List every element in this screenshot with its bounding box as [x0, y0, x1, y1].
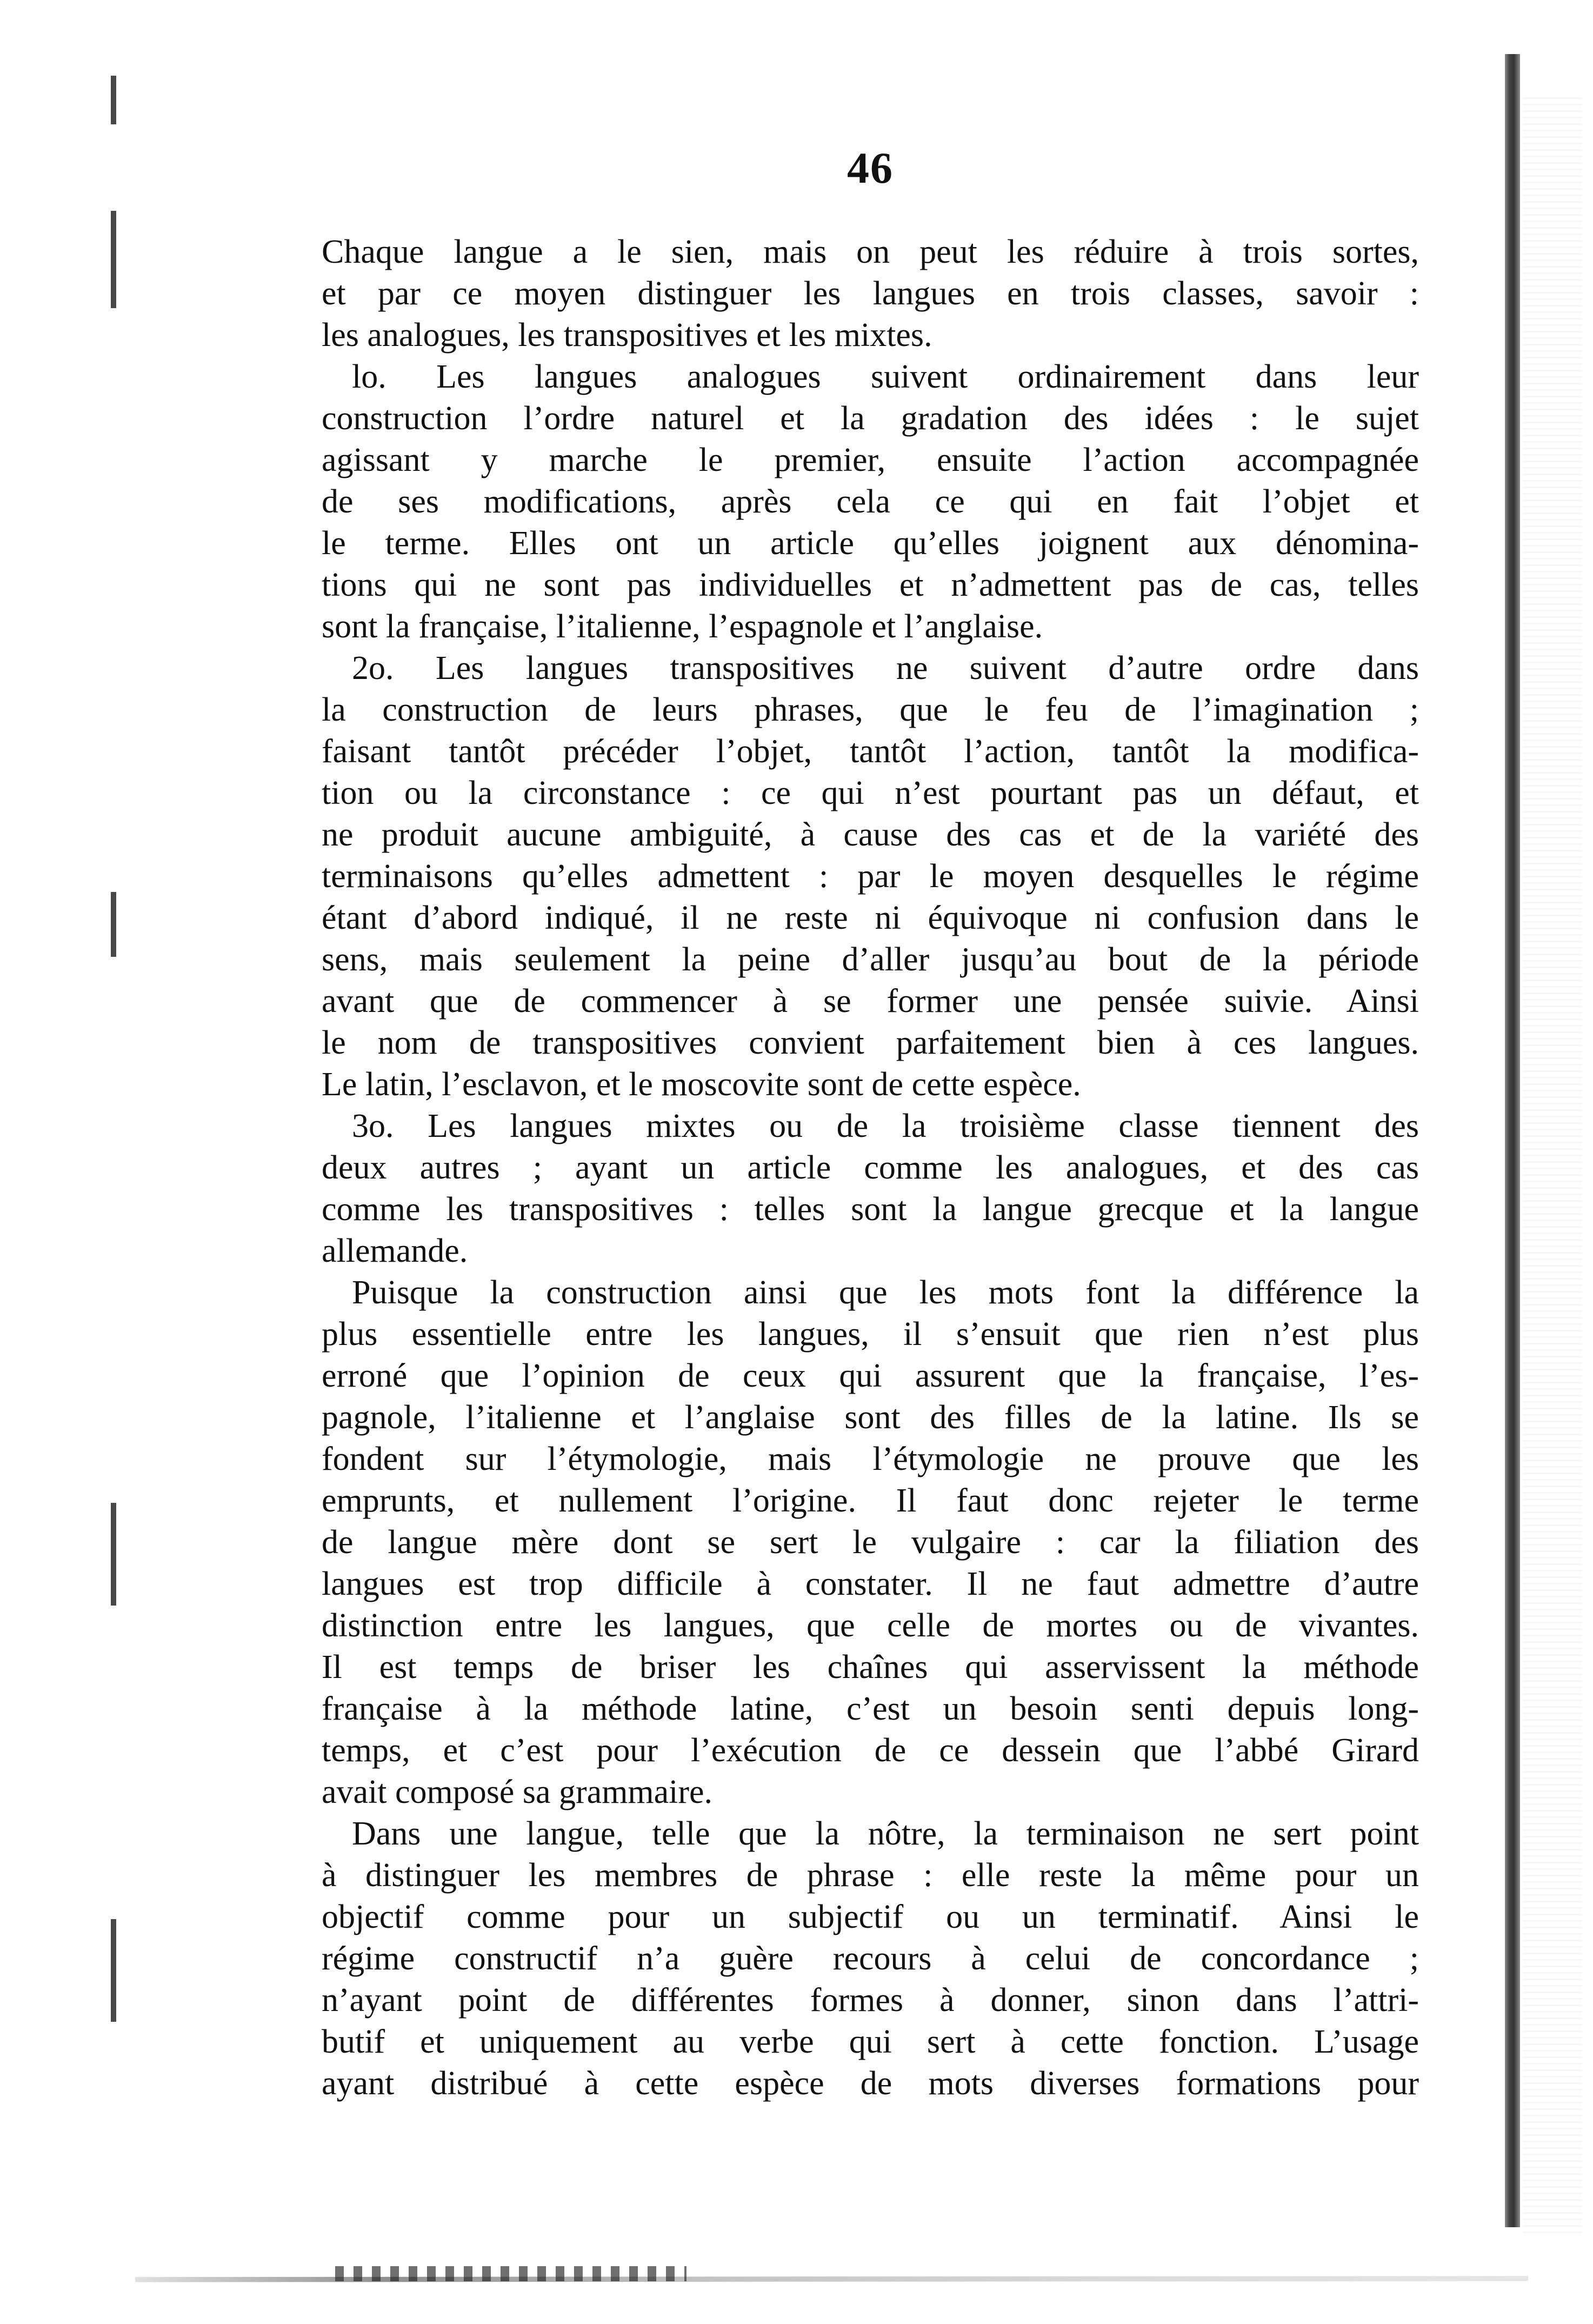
text-line: agissant y marche le premier, ensuite l’action accompagnée: [322, 442, 1419, 478]
text-line: butif et uniquement au verbe qui sert à cette fonction. L’usage: [322, 2023, 1419, 2060]
text-line: erroné que l’opinion de ceux qui assurent que la française, l’es-: [322, 1357, 1419, 1394]
text-line: le terme. Elles ont un article qu’elles joignent aux dénomina-: [322, 525, 1419, 562]
text-line: sont la française, l’italienne, l’espagnole et l’anglaise.: [322, 608, 1043, 645]
text-line-content: lo. Les langues analogues suivent ordinairement dans leur: [352, 358, 1419, 395]
text-line: Il est temps de briser les chaînes qui asservissent la méthode: [322, 1649, 1419, 1686]
text-line: ayant distribué à cette espèce de mots diverses formations pour: [322, 2065, 1419, 2102]
text-line: emprunts, et nullement l’origine. Il faut donc rejeter le terme: [322, 1482, 1419, 1519]
text-line: [322, 648, 1419, 689]
text-line-content: Dans une langue, telle que la nôtre, la terminaison ne sert point: [352, 1815, 1419, 1852]
text-line: [322, 1813, 1419, 1855]
text-line: Chaque langue a le sien, mais on peut les réduire à trois sortes,: [322, 234, 1419, 270]
text-line: faisant tantôt précéder l’objet, tantôt l’action, tantôt la modifica-: [322, 733, 1419, 770]
text-line: de ses modifications, après cela ce qui en fait l’objet et: [322, 483, 1419, 520]
text-line: le nom de transpositives convient parfaitement bien à ces langues.: [322, 1024, 1419, 1061]
left-margin-mark: [111, 1503, 116, 1606]
book-spine-edge: [1505, 54, 1520, 2227]
text-line: construction l’ordre naturel et la gradation des idées : le sujet: [322, 400, 1419, 437]
text-line: objectif comme pour un subjectif ou un terminatif. Ainsi le: [322, 1899, 1419, 1935]
text-line: terminaisons qu’elles admettent : par le moyen desquelles le régime: [322, 858, 1419, 895]
text-line: pagnole, l’italienne et l’anglaise sont des filles de la latine. Ils se: [322, 1399, 1419, 1436]
left-margin-mark: [111, 892, 116, 957]
left-margin-mark: [111, 211, 116, 308]
text-line-content: Puisque la construction ainsi que les mots font la différence la: [352, 1274, 1419, 1311]
text-line: allemande.: [322, 1233, 468, 1269]
text-line-content: 2o. Les langues transpositives ne suivent d’autre ordre dans: [352, 650, 1419, 687]
text-line: la construction de leurs phrases, que le feu de l’imagination ;: [322, 691, 1419, 728]
text-line: de langue mère dont se sert le vulgaire : car la filiation des: [322, 1524, 1419, 1561]
text-line: n’ayant point de différentes formes à donner, sinon dans l’attri-: [322, 1982, 1419, 2019]
text-line: deux autres ; ayant un article comme les analogues, et des cas: [322, 1149, 1419, 1186]
text-line: tion ou la circonstance : ce qui n’est pourtant pas un défaut, et: [322, 775, 1419, 811]
text-line: et par ce moyen distinguer les langues en trois classes, savoir :: [322, 275, 1419, 312]
text-line: française à la méthode latine, c’est un besoin senti depuis long-: [322, 1690, 1419, 1727]
text-line: temps, et c’est pour l’exécution de ce dessein que l’abbé Girard: [322, 1732, 1419, 1769]
text-line: fondent sur l’étymologie, mais l’étymologie ne prouve que les: [322, 1441, 1419, 1477]
text-line: plus essentielle entre les langues, il s’ensuit que rien n’est plus: [322, 1316, 1419, 1353]
text-line: avant que de commencer à se former une pensée suivie. Ainsi: [322, 983, 1419, 1020]
body-text: [322, 231, 1419, 2105]
text-line: distinction entre les langues, que celle de mortes ou de vivantes.: [322, 1607, 1419, 1644]
text-line: ne produit aucune ambiguité, à cause des cas et de la variété des: [322, 816, 1419, 853]
left-margin-mark: [111, 1919, 116, 2022]
text-line: les analogues, les transpositives et les mixtes.: [322, 317, 932, 354]
page-number: 46: [847, 143, 894, 192]
text-line: langues est trop difficile à constater. Il ne faut admettre d’autre: [322, 1566, 1419, 1602]
text-line: Le latin, l’esclavon, et le moscovite sont de cette espèce.: [322, 1066, 1081, 1103]
right-margin-texture: [1523, 97, 1582, 2238]
text-line-content: 3o. Les langues mixtes ou de la troisième classe tiennent des: [352, 1108, 1419, 1144]
text-line: [322, 356, 1419, 398]
text-line: comme les transpositives : telles sont la langue grecque et la langue: [322, 1191, 1419, 1228]
bottom-scan-marks: [335, 2266, 686, 2281]
text-line: avait composé sa grammaire.: [322, 1774, 713, 1810]
text-line: sens, mais seulement la peine d’aller jusqu’au bout de la période: [322, 941, 1419, 978]
text-line: [322, 1272, 1419, 1314]
text-line: [322, 1106, 1419, 1147]
text-line: tions qui ne sont pas individuelles et n’admettent pas de cas, telles: [322, 567, 1419, 603]
left-margin-mark: [111, 76, 116, 124]
text-line: étant d’abord indiqué, il ne reste ni équivoque ni confusion dans le: [322, 900, 1419, 936]
text-line: régime constructif n’a guère recours à celui de concordance ;: [322, 1940, 1419, 1977]
text-line: à distinguer les membres de phrase : elle reste la même pour un: [322, 1857, 1419, 1894]
